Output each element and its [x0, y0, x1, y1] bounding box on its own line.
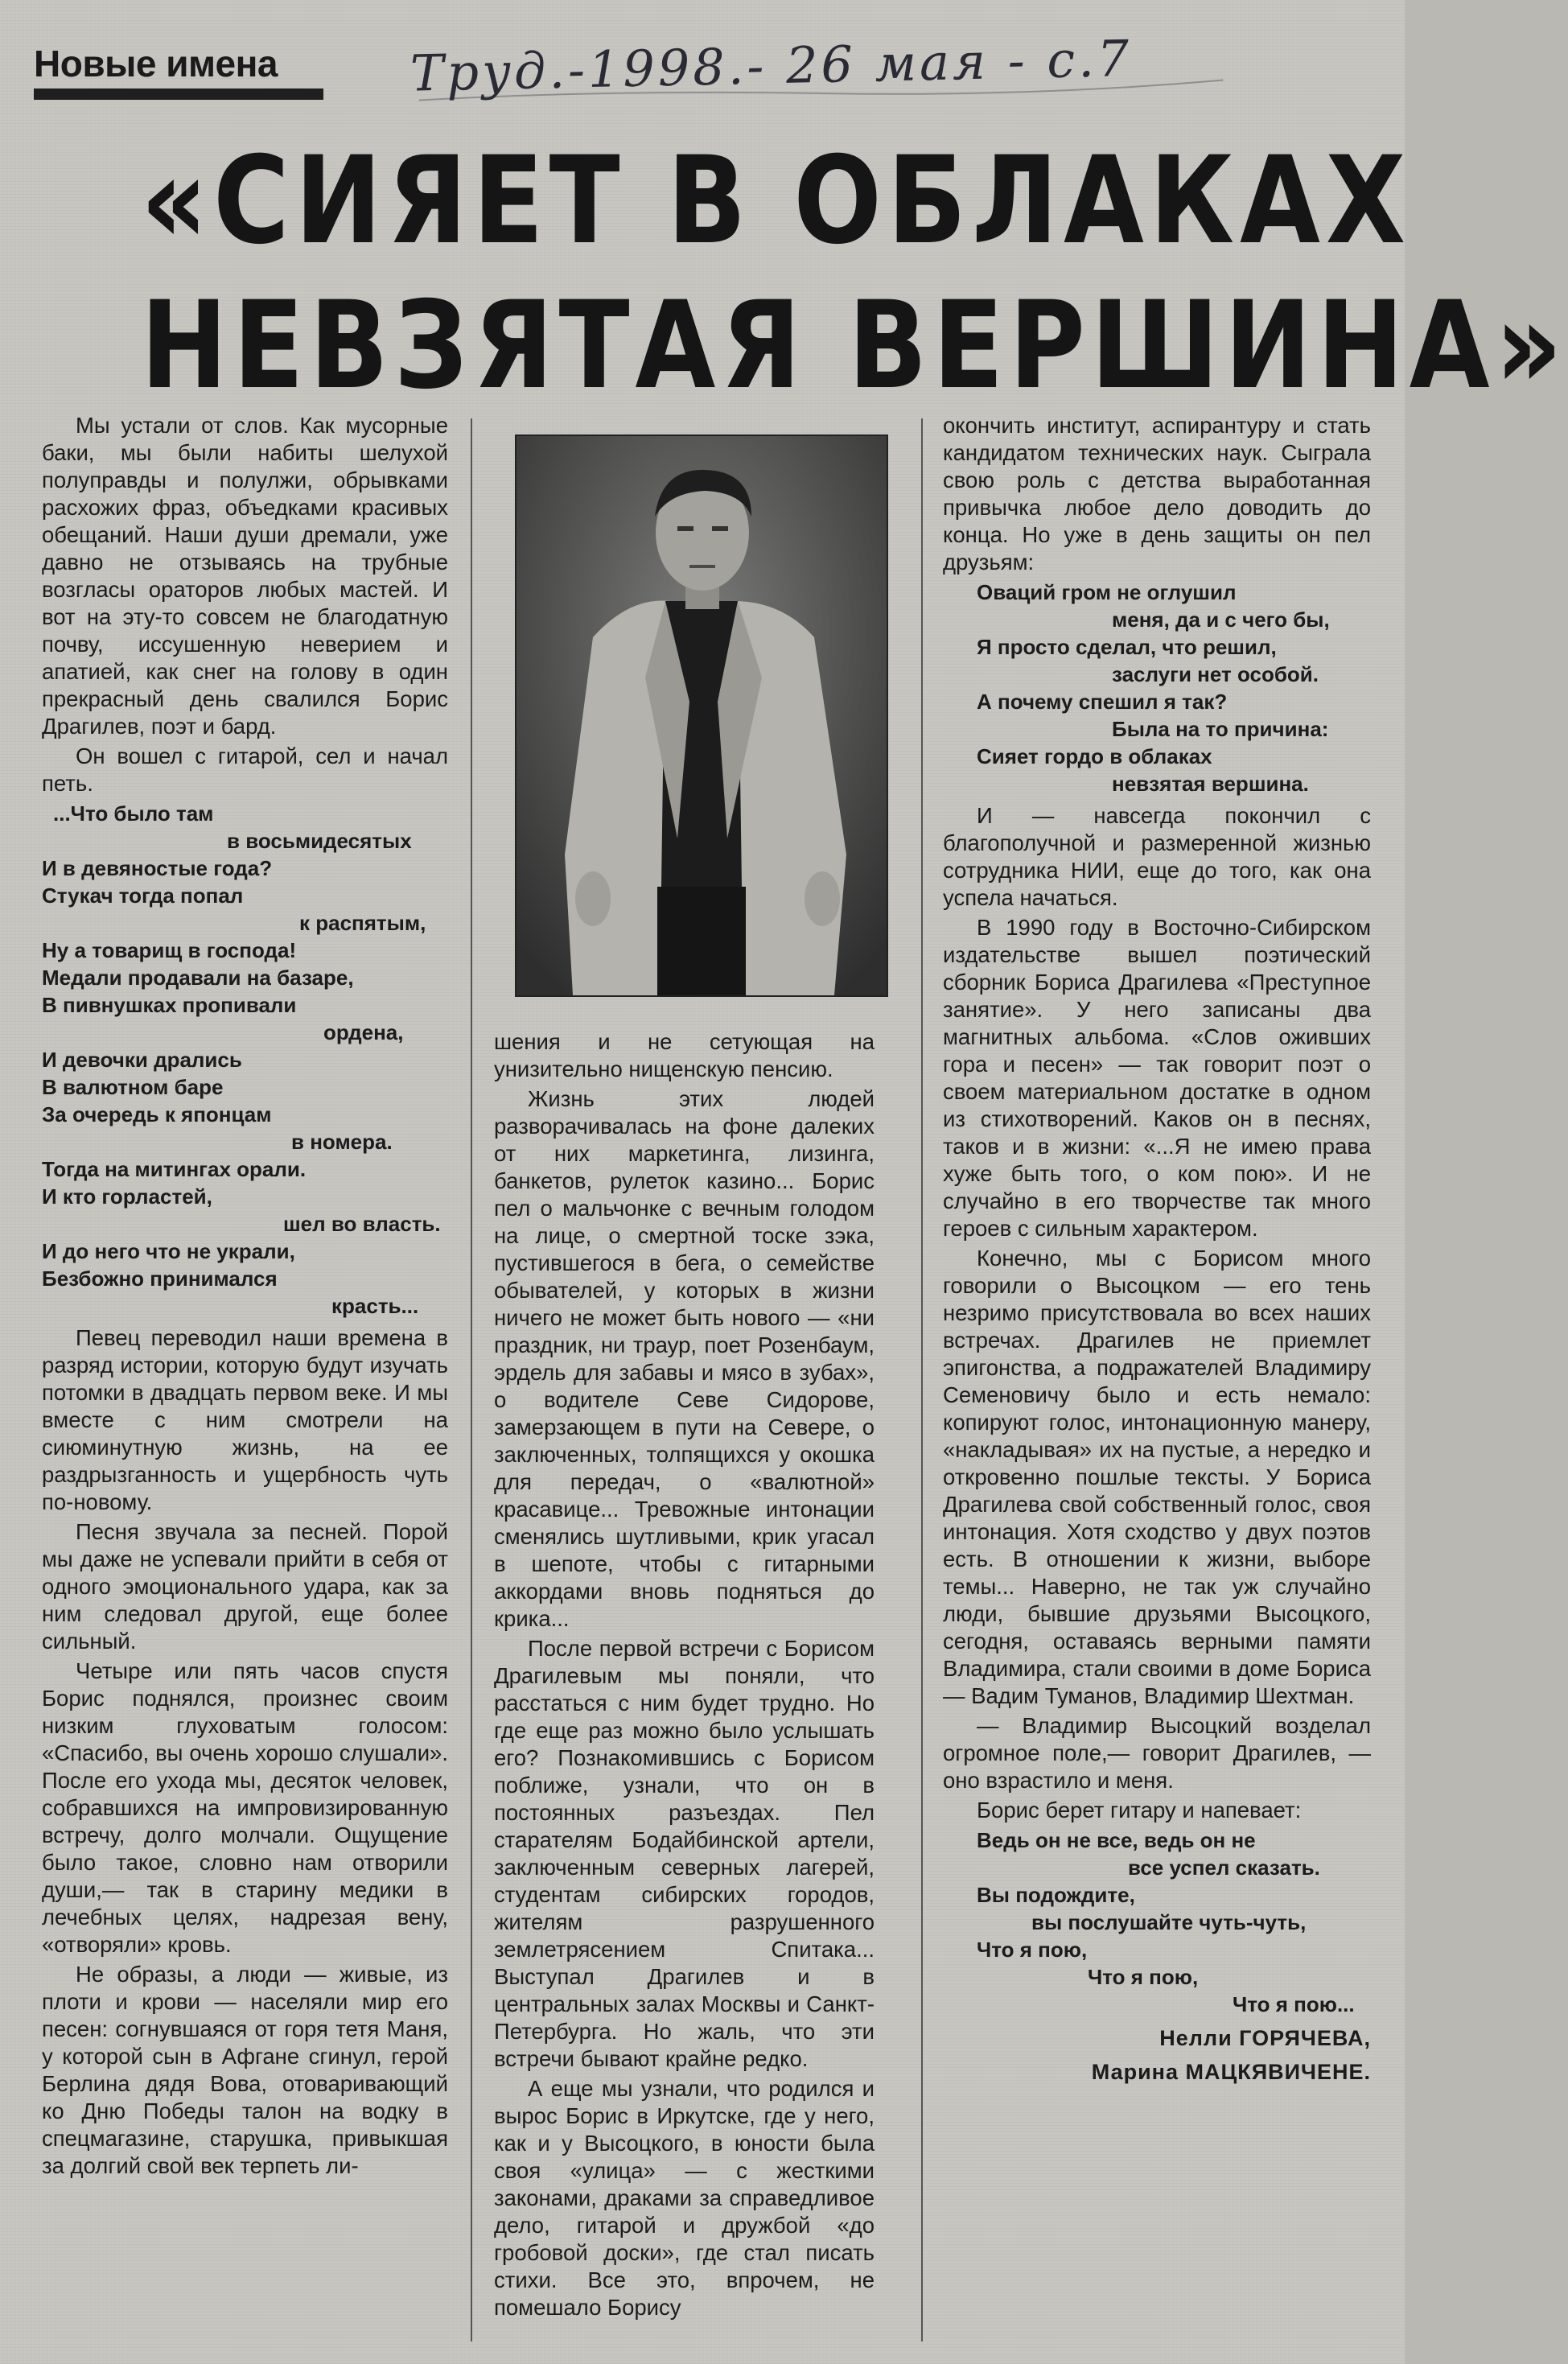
verse-line: ордена, [323, 1020, 404, 1044]
verse-line: Ну а товарищ в господа! [42, 938, 297, 962]
col2-paragraph-3: После первой встречи с Борисом Драгилевым мы поняли, что расстаться с ним будет трудно. Но где еще раз можно было услышать его? Познакомившись с Борисом поближе, узнали, что он в постоянных разъездах. Пел старателям Бодайбинской артели, заключенным северных лагерей, студентам сибирских городов, жителям разрушенного землетрясением Спитака... Выступал Драгилев и в центральных залах Москвы и Санкт-Петербурга. Но жаль, что эти встречи бывают крайне редко. [494, 1636, 875, 2071]
verse-line: Что я пою, [977, 1938, 1088, 1962]
verse-line: в номера. [291, 1130, 393, 1154]
author-signature-2: Марина МАЦКЯВИЧЕНЕ. [1091, 2060, 1371, 2084]
verse-line: За очередь к японцам [42, 1102, 272, 1126]
col1-paragraph-1: Мы устали от слов. Как мусорные баки, мы были набиты шелухой полуправды и полулжи, обрывками расхожих фраз, объедками красивых обещаний. Наши души дремали, уже давно не отзываясь на трубные возгласы ораторов любых мастей. И вот на эту-то совсем не благодатную почву, иссушенную неверием и апатией, как снег на голову в один прекрасный день свалился Борис Драгилев, поэт и бард. [42, 413, 448, 739]
verse-line: И до него что не украли, [42, 1239, 295, 1263]
verse-line: в восьмидесятых [227, 829, 412, 853]
verse-line: Сияет гордо в облаках [977, 744, 1212, 768]
col3-paragraph-3: В 1990 году в Восточно-Сибирском издательстве вышел поэтический сборник Бориса Драгилева «Преступное занятие». У него записаны два магнитных альбома. «Слов оживших гора и песен» — так говорит поэт о своем материальном достатке в одном из стихотворений. Каков он в песнях, таков и в жизни: «...Я не имею права хуже быть того, о ком пою». И не случайно в его творчестве так много героев с сильным характером. [943, 915, 1371, 1241]
verse-line: ...Что было там [53, 801, 214, 826]
verse-line: вы послушайте чуть-чуть, [1031, 1910, 1307, 1934]
col3-paragraph-4: Конечно, мы с Борисом много говорили о Высоцком — его тень незримо присутствовала во всех наших встречах. Драгилев не приемлет эпигонства, а подражателей Владимиру Семеновичу было и есть немало: копируют голос, интонационную манеру, «накладывая» их на пустые, а нередко и откровенно пошлые тексты. У Бориса Драгилева свой собственный голос, своя интонация. Хотя сходство у двух поэтов есть. В отношении к жизни, выборе темы... Наверно, не так уж случайно люди, бывшие друзьями Высоцкого, сегодня, оставаясь верными памяти Владимира, стали своими в доме Бориса — Вадим Туманов, Владимир Шехтман. [943, 1246, 1371, 1708]
headline-line-1: «СИЯЕТ В ОБЛАКАХ [140, 131, 1412, 271]
rubric-underline [34, 89, 323, 100]
handwritten-text: Труд.-1998.- 26 мая - с.7 [409, 28, 1133, 103]
verse-line: красть... [331, 1294, 419, 1318]
verse-line: шел во власть. [283, 1212, 441, 1236]
col1-paragraph-2: Он вошел с гитарой, сел и начал петь. [42, 743, 448, 796]
verse-line: заслуги нет особой. [1112, 662, 1319, 686]
col2-paragraph-4: А еще мы узнали, что родился и вырос Борис в Иркутске, где у него, как и у Высоцкого, в юности была своя «улица» — с жесткими законами, драками за справедливое дело, гитарой и дружбой «до гробовой доски», где стал писать стихи. Все это, впрочем, не помешало Борису [494, 2076, 875, 2320]
col3-paragraph-1: окончить институт, аспирантуру и стать кандидатом технических наук. Сыграла свою роль с детства выработанная привычка любое дело доводить до конца. Но уже в день защиты он пел друзьям: [943, 413, 1371, 575]
verse-line: Стукач тогда попал [42, 883, 244, 908]
handwritten-source-note [401, 20, 1240, 118]
col3-verse-2 [943, 1827, 1371, 2018]
verse-line: Оваций гром не оглушил [977, 580, 1237, 604]
verse-line: Что я пою... [1233, 1992, 1355, 2016]
verse-line: Что я пою, [1088, 1965, 1199, 1989]
column-3 [943, 412, 1371, 2086]
verse-line: к распятым, [299, 911, 426, 935]
col1-paragraph-3: Певец переводил наши времена в разряд истории, которую будут изучать потомки в двадцать первом веке. И мы вместе с ним смотрели на сиюминутную жизнь, на ее раздрызганность и ущербность чуть по-новому. [42, 1325, 448, 1514]
rubric-label: Новые имена [34, 43, 278, 84]
col3-paragraph-5: — Владимир Высоцкий возделал огромное поле,— говорит Драгилев, — оно взрастило и меня. [943, 1713, 1371, 1793]
verse-line: И кто горластей, [42, 1184, 212, 1209]
verse-line: невзятая вершина. [1112, 772, 1309, 796]
verse-line: Вы подождите, [977, 1883, 1135, 1907]
verse-line: А почему спешил я так? [977, 690, 1228, 714]
col1-verse [42, 800, 448, 1320]
verse-line: В пивнушках пропивали [42, 993, 297, 1017]
column-1 [42, 412, 448, 2182]
verse-line: Медали продавали на базаре, [42, 966, 354, 990]
verse-line: И в девяностые года? [42, 856, 273, 880]
col2-paragraph-2: Жизнь этих людей разворачивалась на фоне далеких от них маркетинга, лизинга, банкетов, рулеток казино... Борис пел о мальчонке с вечным голодом на лице, о смертной тоске зэка, пустившегося в бега, о семействе обывателей, у которых в жизни ничего не может быть нового — «ни праздник, ни траур, поет Розенбаум, эрдель для забавы и мясо в зубах», о водителе Севе Сидорове, замерзающем в пути на Севере, о заключенных, толпящихся у окошка для передач, о «валютной» красавице... Тревожные интонации сменялись шутливыми, крик угасал в шепоте, чтобы с гитарными аккордами вновь подняться до крика... [494, 1086, 875, 1631]
column-divider [921, 418, 923, 2341]
col3-paragraph-2: И — навсегда покончил с благополучной и размеренной жизнью сотрудника НИИ, еще до того, как она успела начаться. [943, 803, 1371, 910]
man-in-jacket-icon [516, 436, 887, 995]
verse-line: Тогда на митингах орали. [42, 1157, 307, 1181]
headline [140, 129, 1568, 418]
column-divider [471, 418, 472, 2341]
verse-line: В валютном баре [42, 1075, 224, 1099]
verse-line: меня, да и с чего бы, [1112, 607, 1330, 632]
col2-paragraph-1: шения и не сетующая на унизительно нищенскую пенсию. [494, 1029, 875, 1081]
headline-line-2: НЕВЗЯТАЯ ВЕРШИНА» [140, 276, 1568, 416]
column-2 [494, 1028, 875, 2324]
col3-paragraph-6: Борис берет гитару и напевает: [977, 1798, 1302, 1822]
verse-line: Я просто сделал, что решил, [977, 635, 1277, 659]
col1-paragraph-4: Песня звучала за песней. Порой мы даже не успевали прийти в себя от одного эмоционального удара, как за ним следовал другой, еще более сильный. [42, 1519, 448, 1654]
verse-line: И девочки дрались [42, 1048, 242, 1072]
verse-line: все успел сказать. [1128, 1855, 1320, 1880]
col1-paragraph-6: Не образы, а люди — живые, из плоти и крови — населяли мир его песен: согнувшаяся от горя тетя Маня, у которой сын в Афгане сгинул, герой Берлина дядя Вова, отоваривающий ко Дню Победы талон на водку в спецмагазине, старушка, привыкшая за долгий свой век терпеть ли- [42, 1962, 448, 2178]
verse-line: Была на то причина: [1112, 717, 1329, 741]
col1-paragraph-5: Четыре или пять часов спустя Борис поднялся, произнес своим низким глуховатым голосом: «Спасибо, вы очень хорошо слушали». После его ухода мы, десяток человек, собравшихся на импровизированную встречу, долго молчали. Ощущение было такое, словно нам отворили души,— так в старину медики в лечебных целях, надрезая вену, «отворяли» кровь. [42, 1658, 448, 1957]
verse-line: Ведь он не все, ведь он не [977, 1828, 1256, 1852]
author-signature-1: Нелли ГОРЯЧЕВА, [1159, 2026, 1371, 2050]
verse-line: Безбожно принимался [42, 1266, 278, 1291]
portrait-photo [515, 434, 888, 997]
col3-verse [943, 579, 1371, 797]
